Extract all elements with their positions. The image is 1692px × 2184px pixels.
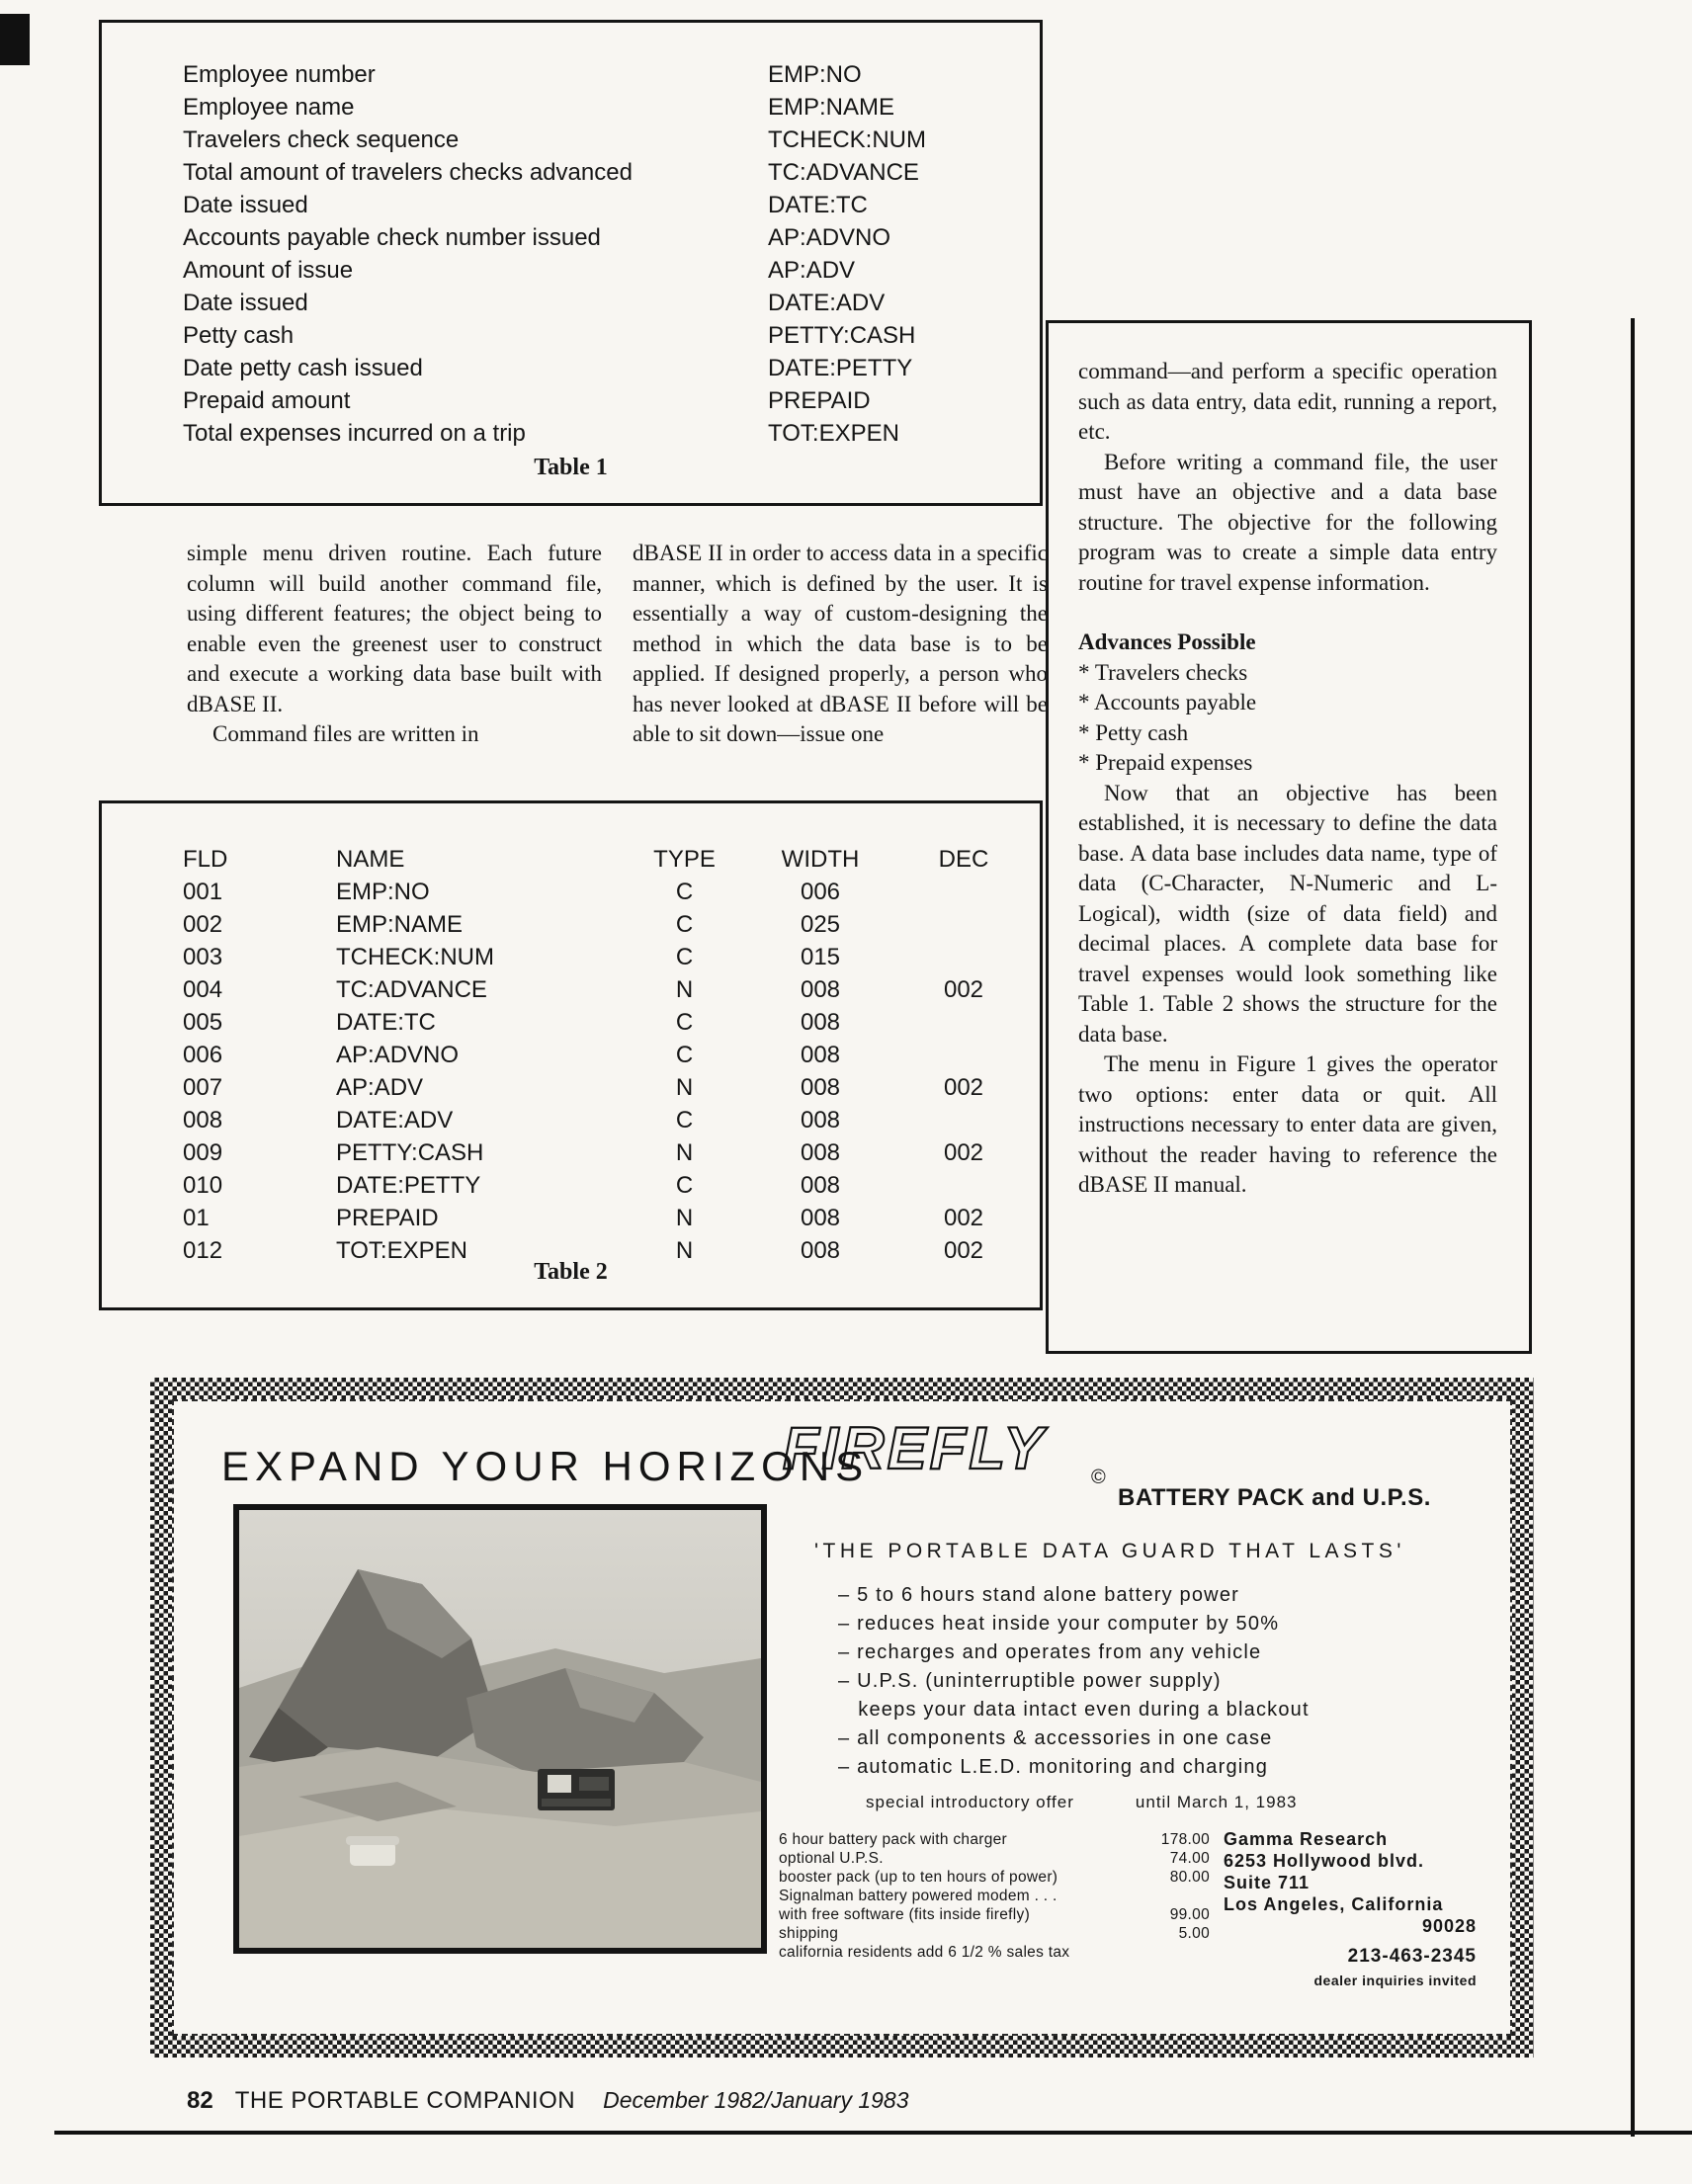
ad-feature-list [838, 1581, 1310, 1782]
ad-price-value: 99.00 [1169, 1906, 1210, 1923]
cell-width: 008 [800, 976, 841, 1003]
field-description: Total expenses incurred on a trip [183, 420, 526, 447]
table2-header-row [183, 843, 1030, 876]
field-name: PREPAID [768, 387, 871, 414]
field-description: Accounts payable check number issued [183, 224, 601, 251]
ad-price-item: with free software (fits inside firefly) [779, 1906, 1031, 1923]
field-description: Prepaid amount [183, 387, 351, 414]
cell-name: TC:ADVANCE [336, 976, 487, 1003]
ad-feature: keeps your data intact even during a blackout [838, 1699, 1310, 1721]
advances-item: * Petty cash [1078, 719, 1189, 745]
advances-item: * Accounts payable [1078, 690, 1257, 714]
cell-fld: 002 [183, 911, 223, 938]
ad-dealer-note: dealer inquiries invited [1313, 1973, 1477, 1988]
cell-type: C [675, 944, 694, 970]
article-paragraph: simple menu driven routine. Each future column will build another command file, using different features; the object being to enable even the greenest user to construct and execute a working data base built with dBASE II. [187, 541, 602, 716]
field-description: Date issued [183, 192, 308, 218]
field-description: Employee name [183, 94, 355, 121]
field-description: Travelers check sequence [183, 126, 460, 153]
cell-fld: 009 [183, 1139, 223, 1166]
ad-price-item: Signalman battery powered modem . . . [779, 1888, 1058, 1904]
page-footer [187, 2087, 909, 2115]
telephone-shape [346, 1836, 399, 1866]
table1-row [183, 319, 1024, 352]
table1-row [183, 156, 1024, 189]
ad-price-item: shipping [779, 1925, 839, 1942]
cell-dec [899, 1169, 1028, 1202]
table2-row [183, 876, 1030, 908]
cell-width: 008 [800, 1237, 841, 1264]
cell-type: N [675, 1205, 694, 1231]
cell-dec [899, 1006, 1028, 1039]
table2-header-type: TYPE [653, 846, 716, 873]
ad-price-value: 74.00 [1169, 1850, 1210, 1867]
advances-item: * Prepaid expenses [1078, 750, 1253, 775]
ad-price-value: 178.00 [1160, 1831, 1210, 1848]
page-number: 82 [187, 2087, 213, 2114]
article-column-middle [633, 539, 1048, 750]
ad-feature: – 5 to 6 hours stand alone battery power [838, 1584, 1240, 1606]
cell-dec: 002 [943, 1074, 984, 1101]
cell-name: EMP:NO [336, 879, 430, 905]
table1-row [183, 58, 1024, 91]
cell-width: 008 [800, 1009, 841, 1036]
field-description: Petty cash [183, 322, 295, 349]
ad-tagline: 'THE PORTABLE DATA GUARD THAT LASTS' [814, 1540, 1405, 1562]
cell-name: PETTY:CASH [336, 1139, 484, 1166]
table1-row [183, 124, 1024, 156]
field-name: TCHECK:NUM [768, 126, 926, 153]
ad-price-line [779, 1830, 1210, 1849]
ad-price-item: california residents add 6 1/2 % sales tax [779, 1944, 1070, 1961]
field-name: AP:ADVNO [768, 224, 891, 251]
corner-mark [0, 14, 30, 65]
cell-name: EMP:NAME [336, 911, 464, 938]
ad-company-block [1224, 1828, 1477, 1991]
cell-dec: 002 [943, 1205, 984, 1231]
cell-name: TOT:EXPEN [336, 1237, 467, 1264]
cell-type: N [675, 1139, 694, 1166]
cell-type: C [675, 1107, 694, 1134]
advances-heading: Advances Possible [1078, 630, 1256, 654]
table2-row [183, 941, 1030, 973]
cell-fld: 012 [183, 1237, 223, 1264]
table1-rows [183, 58, 1024, 450]
cell-fld: 006 [183, 1042, 223, 1068]
cell-name: DATE:TC [336, 1009, 436, 1036]
table1-row [183, 91, 1024, 124]
ad-feature: – reduces heat inside your computer by 50% [838, 1613, 1280, 1635]
cell-fld: 007 [183, 1074, 223, 1101]
cell-dec: 002 [943, 1237, 984, 1264]
table2-row [183, 1104, 1030, 1136]
cell-width: 015 [800, 944, 841, 970]
ad-zip: 90028 [1421, 1916, 1477, 1936]
ad-price-item: booster pack (up to ten hours of power) [779, 1869, 1058, 1886]
table2-row [183, 1071, 1030, 1104]
table2-header-dec: DEC [938, 846, 989, 873]
ad-price-line [779, 1849, 1210, 1868]
cell-fld: 010 [183, 1172, 223, 1199]
cell-type: C [675, 1042, 694, 1068]
field-description: Employee number [183, 61, 376, 88]
firefly-ad [150, 1378, 1534, 2058]
article-paragraph: Before writing a command file, the user must have an objective and a data base structure. The objective for the following program was to create a simple data entry routine for travel expense information. [1078, 449, 1497, 595]
cell-dec: 002 [943, 1139, 984, 1166]
cell-fld: 008 [183, 1107, 223, 1134]
ad-price-value: 80.00 [1169, 1869, 1210, 1886]
bottom-edge-rule [54, 2131, 1692, 2135]
table1-row [183, 417, 1024, 450]
field-name: PETTY:CASH [768, 322, 916, 349]
advances-item: * Travelers checks [1078, 659, 1248, 685]
cell-type: C [675, 911, 694, 938]
cell-dec [899, 876, 1028, 908]
table1-row [183, 189, 1024, 221]
ad-feature: – recharges and operates from any vehicle [838, 1641, 1262, 1663]
field-name: EMP:NAME [768, 94, 895, 121]
table2-row [183, 1169, 1030, 1202]
table2-row [183, 1006, 1030, 1039]
cell-width: 008 [800, 1107, 841, 1134]
cell-fld: 004 [183, 976, 223, 1003]
cell-name: DATE:PETTY [336, 1172, 481, 1199]
ad-company-line: 6253 Hollywood blvd. [1224, 1851, 1425, 1871]
field-description: Date petty cash issued [183, 355, 423, 381]
article-paragraph: Now that an objective has been established, it is necessary to define the data base. A data base includes data name, type of data (C-Character, N-Numeric and L-Logical), width (size of data field) and decimal places. A complete data base for travel expenses would look something like Table 1. Table 2 shows the structure for the data base. [1078, 780, 1497, 1047]
ad-inner [172, 1399, 1512, 2036]
table2-header-name: NAME [336, 846, 405, 873]
cell-type: N [675, 1074, 694, 1101]
table2-row [183, 973, 1030, 1006]
firefly-logo [779, 1407, 1105, 1492]
article-paragraph: command—and perform a specific operation such as data entry, data edit, running a report, etc. [1078, 359, 1497, 444]
cell-name: DATE:ADV [336, 1107, 454, 1134]
cell-width: 008 [800, 1139, 841, 1166]
cell-dec [899, 941, 1028, 973]
field-description: Amount of issue [183, 257, 354, 284]
cell-name: PREPAID [336, 1205, 439, 1231]
ad-price-line [779, 1868, 1210, 1887]
copyright-mark: © [1091, 1467, 1106, 1488]
field-name: DATE:PETTY [768, 355, 913, 381]
table1-row [183, 352, 1024, 384]
ad-price-list [779, 1830, 1210, 1962]
ad-phone: 213-463-2345 [1347, 1946, 1477, 1967]
ad-brand-suffix: BATTERY PACK and U.P.S. [1118, 1484, 1431, 1511]
table1-row [183, 254, 1024, 287]
table2-rows [183, 843, 1030, 1267]
right-edge-rule [1631, 318, 1635, 2137]
field-name: DATE:TC [768, 192, 868, 218]
ad-offer-until: until March 1, 1983 [1135, 1793, 1298, 1811]
ad-headline: EXPAND YOUR HORIZONS [221, 1443, 870, 1489]
ad-price-line [779, 1943, 1210, 1962]
table1-box [99, 20, 1043, 506]
field-name: AP:ADV [768, 257, 856, 284]
cell-name: TCHECK:NUM [336, 944, 494, 970]
landscape-photo [233, 1504, 767, 1954]
ad-feature: – automatic L.E.D. monitoring and charging [838, 1756, 1269, 1778]
cell-width: 008 [800, 1042, 841, 1068]
ad-offer-text: special introductory offer [866, 1793, 1074, 1811]
cell-width: 006 [800, 879, 841, 905]
cell-type: C [675, 879, 694, 905]
field-name: DATE:ADV [768, 290, 886, 316]
cell-name: AP:ADV [336, 1074, 424, 1101]
ad-price-item: optional U.P.S. [779, 1850, 884, 1867]
cell-width: 008 [800, 1074, 841, 1101]
ad-price-item: 6 hour battery pack with charger [779, 1831, 1008, 1848]
cell-fld: 001 [183, 879, 223, 905]
svg-text:FIREFLY: FIREFLY [783, 1415, 1047, 1481]
table1-row [183, 384, 1024, 417]
cell-fld: 01 [183, 1205, 210, 1231]
ad-company-line: Gamma Research [1224, 1829, 1389, 1849]
cell-name: AP:ADVNO [336, 1042, 460, 1068]
field-name: TOT:EXPEN [768, 420, 899, 447]
ad-feature: – U.P.S. (uninterruptible power supply) [838, 1670, 1222, 1692]
ad-feature: – all components & accessories in one case [838, 1727, 1273, 1749]
table1-row [183, 287, 1024, 319]
cell-dec [899, 1039, 1028, 1071]
cell-dec: 002 [943, 976, 984, 1003]
magazine-title: THE PORTABLE COMPANION [234, 2087, 576, 2114]
cell-dec [899, 1104, 1028, 1136]
article-column-left [187, 539, 602, 750]
ad-price-line [779, 1905, 1210, 1924]
ad-company-line: Los Angeles, California [1224, 1894, 1444, 1914]
ad-company-lines [1224, 1828, 1477, 1915]
cell-dec [899, 908, 1028, 941]
field-description: Date issued [183, 290, 308, 316]
table1-caption: Table 1 [534, 455, 608, 480]
issue-date: December 1982/January 1983 [603, 2087, 909, 2113]
cell-type: N [675, 1237, 694, 1264]
cell-fld: 005 [183, 1009, 223, 1036]
cell-type: N [675, 976, 694, 1003]
cell-type: C [675, 1172, 694, 1199]
table2-row [183, 908, 1030, 941]
table2-header-width: WIDTH [781, 846, 860, 873]
article-paragraph: dBASE II in order to access data in a specific manner, which is defined by the user. It is essentially a way of custom-designing the method in which the data base is to be applied. If designed properly, a person who has never looked at dBASE II before will be able to sit down—issue one [633, 541, 1048, 746]
article-paragraph: Command files are written in [212, 721, 479, 746]
ad-price-value: 5.00 [1178, 1925, 1210, 1942]
advances-list [1078, 658, 1497, 779]
cell-width: 008 [800, 1172, 841, 1199]
table2-row [183, 1136, 1030, 1169]
ad-price-line [779, 1887, 1210, 1905]
ad-offer [866, 1793, 1298, 1812]
table2-body [183, 876, 1030, 1267]
field-name: EMP:NO [768, 61, 862, 88]
field-description: Total amount of travelers checks advanced [183, 159, 633, 186]
field-name: TC:ADVANCE [768, 159, 919, 186]
ad-company-line: Suite 711 [1224, 1873, 1311, 1892]
table2-header-fld: FLD [183, 846, 228, 873]
cell-fld: 003 [183, 944, 223, 970]
table2-caption: Table 2 [534, 1259, 608, 1285]
computer-shape [538, 1769, 615, 1810]
cell-width: 025 [800, 911, 841, 938]
cell-type: C [675, 1009, 694, 1036]
ad-price-line [779, 1924, 1210, 1943]
table2-row [183, 1202, 1030, 1234]
table2-box [99, 800, 1043, 1310]
table1-row [183, 221, 1024, 254]
article-paragraph: The menu in Figure 1 gives the operator two options: enter data or quit. All instructions necessary to enter data are given, without the reader having to reference the dBASE II manual. [1078, 1051, 1497, 1197]
cell-width: 008 [800, 1205, 841, 1231]
table2-row [183, 1039, 1030, 1071]
right-column-box [1046, 320, 1532, 1354]
